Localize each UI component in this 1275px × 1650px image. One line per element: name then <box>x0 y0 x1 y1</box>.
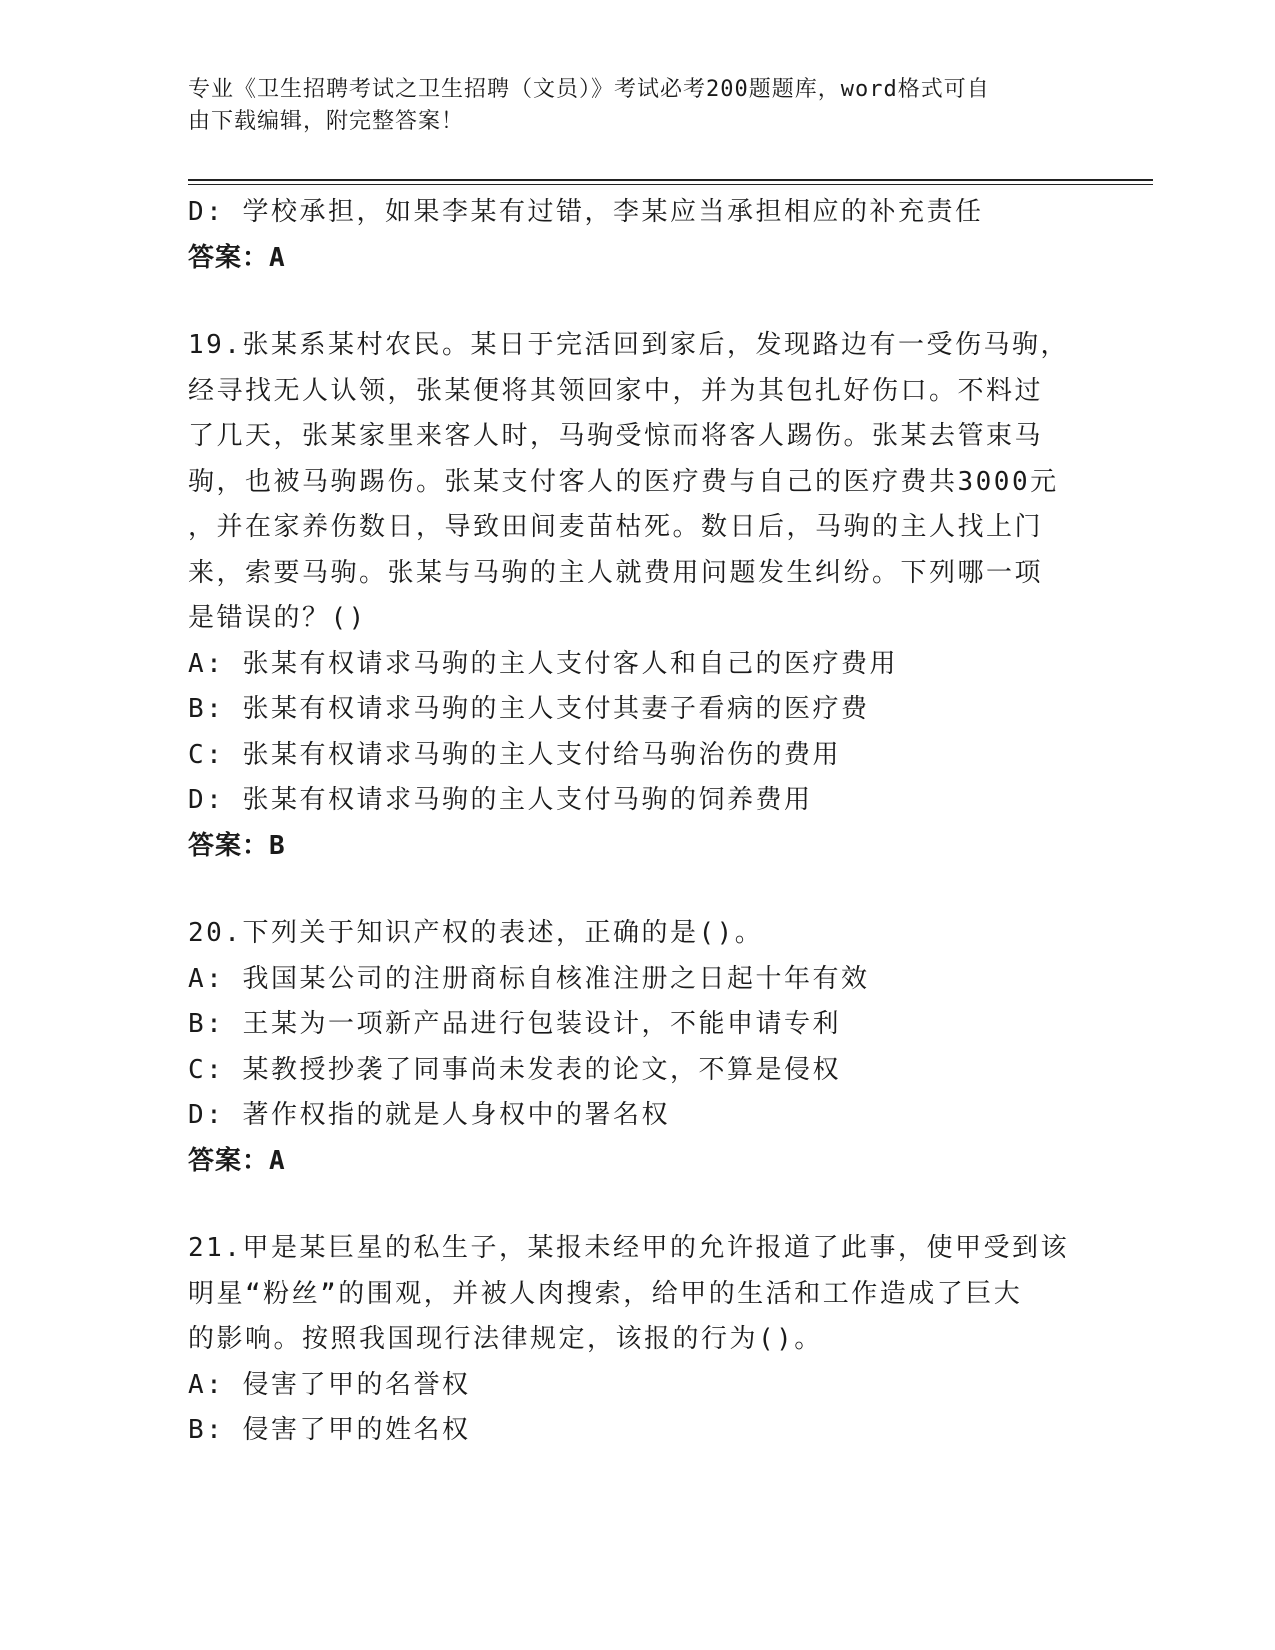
answer: 答案：B <box>188 830 286 861</box>
question-text-line: 了几天，张某家里来客人时，马驹受惊而将客人踢伤。张某去管束马 <box>188 421 1044 451</box>
header-divider-thick <box>188 179 1153 181</box>
question-19 <box>188 323 1088 869</box>
document-header <box>188 74 1088 138</box>
question-text-line: ，并在家养伤数日，导致田间麦苗枯死。数日后，马驹的主人找上门 <box>188 512 1044 542</box>
question-text-line: 20.下列关于知识产权的表述，正确的是()。 <box>188 918 764 948</box>
question-text-line: 21.甲是某巨星的私生子，某报未经甲的允许报道了此事，使甲受到该 <box>188 1233 1069 1263</box>
question-text-line: 是错误的？() <box>188 603 367 633</box>
option-d: D: 张某有权请求马驹的主人支付马驹的饲养费用 <box>188 785 813 815</box>
question-21 <box>188 1226 1088 1454</box>
option-d: D: 学校承担，如果李某有过错，李某应当承担相应的补充责任 <box>188 197 984 227</box>
question-text-line: 明星“粉丝”的围观，并被人肉搜索，给甲的生活和工作造成了巨大 <box>188 1278 1023 1309</box>
previous-question-tail <box>188 190 1088 281</box>
option-b: B: 王某为一项新产品进行包装设计，不能申请专利 <box>188 1009 841 1039</box>
header-line-2: 由下载编辑，附完整答案！ <box>188 109 465 134</box>
option-c: C: 某教授抄袭了同事尚未发表的论文，不算是侵权 <box>188 1054 841 1085</box>
question-text-line: 来，索要马驹。张某与马驹的主人就费用问题发生纠纷。下列哪一项 <box>188 557 1044 588</box>
option-a: A: 侵害了甲的名誉权 <box>188 1369 471 1400</box>
option-d: D: 著作权指的就是人身权中的署名权 <box>188 1100 670 1130</box>
option-a: A: 张某有权请求马驹的主人支付客人和自己的医疗费用 <box>188 648 898 679</box>
spacer <box>188 869 1088 911</box>
option-a: A: 我国某公司的注册商标自核准注册之日起十年有效 <box>188 963 870 994</box>
option-b: B: 张某有权请求马驹的主人支付其妻子看病的医疗费 <box>188 694 870 724</box>
option-b: B: 侵害了甲的姓名权 <box>188 1415 471 1445</box>
answer: 答案：A <box>188 1145 286 1176</box>
question-text-line: 经寻找无人认领，张某便将其领回家中，并为其包扎好伤口。不料过 <box>188 375 1044 406</box>
spacer <box>188 281 1088 323</box>
header-divider-thin <box>188 184 1153 185</box>
header-line-1: 专业《卫生招聘考试之卫生招聘（文员）》考试必考200题题库，word格式可自 <box>188 77 990 102</box>
question-text-line: 19.张某系某村农民。某日于完活回到家后，发现路边有一受伤马驹， <box>188 330 1069 360</box>
document-body <box>188 190 1088 1454</box>
option-c: C: 张某有权请求马驹的主人支付给马驹治伤的费用 <box>188 739 841 770</box>
question-text-line: 驹，也被马驹踢伤。张某支付客人的医疗费与自己的医疗费共3000元 <box>188 466 1059 497</box>
question-20 <box>188 911 1088 1184</box>
answer: 答案：A <box>188 242 286 273</box>
spacer <box>188 1184 1088 1226</box>
question-text-line: 的影响。按照我国现行法律规定，该报的行为()。 <box>188 1324 823 1354</box>
